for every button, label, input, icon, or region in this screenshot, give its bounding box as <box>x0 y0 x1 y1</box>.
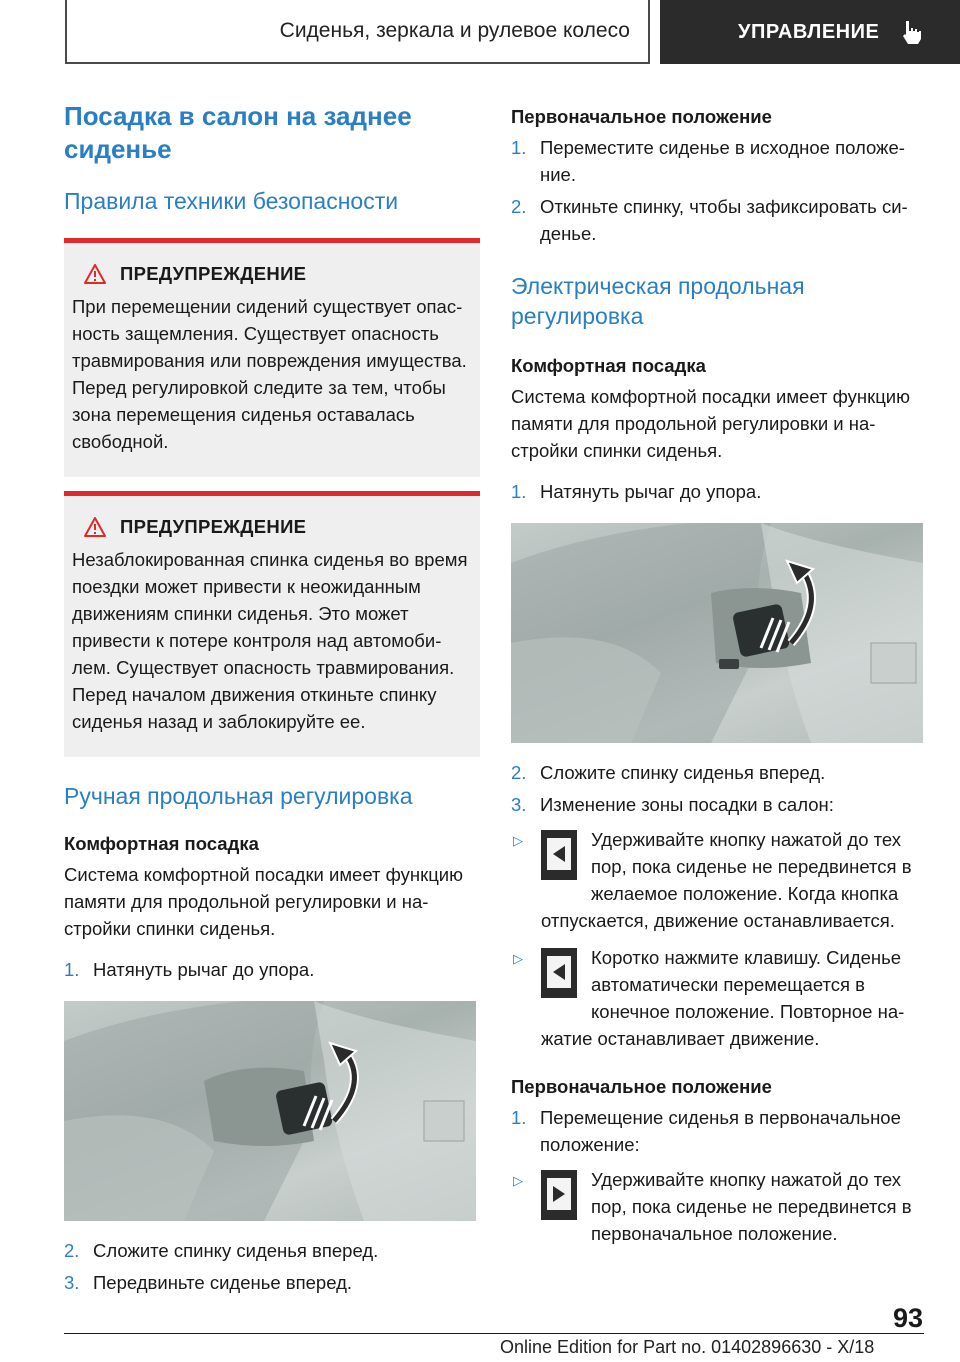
step-item <box>64 1237 480 1264</box>
step-number: 1. <box>511 137 527 158</box>
step-item <box>64 956 480 983</box>
step-number: 2. <box>64 1240 80 1261</box>
right-column <box>511 104 923 1247</box>
comfort-heading: Комфортная посадка <box>64 833 259 854</box>
initial-position-heading: Первоначальное положение <box>511 1076 772 1097</box>
step-number: 2. <box>511 762 527 783</box>
warning-triangle-icon <box>84 517 106 537</box>
step-item <box>511 478 923 505</box>
warning-title: ПРЕДУПРЕЖДЕНИЕ <box>120 516 307 537</box>
step-text: Натянуть рычаг до упора. <box>540 481 762 502</box>
step-text: Переместите сиденье в исходное положение. <box>540 137 905 185</box>
manual-adjust-heading: Ручная продольная регулировка <box>64 783 413 809</box>
initial-position-heading: Первоначальное положение <box>511 106 772 127</box>
rewind-button-icon <box>541 948 577 998</box>
warning-text: При перемещении сидений существует опасность защемления. Существует опасность травмирования или повреждения имущества. Перед регулировкой следите за тем, чтобы зона перемещения сиденья оставалась свободной. <box>72 296 467 452</box>
triangle-bullet-icon: ▷ <box>513 951 523 966</box>
seat-lever-photo <box>64 1001 476 1221</box>
header-section-title: Сиденья, зеркала и рулевое колесо <box>279 19 630 42</box>
step-text: Сложите спинку сиденья вперед. <box>93 1240 379 1261</box>
page-number: 93 <box>893 1303 924 1333</box>
left-column <box>64 100 480 1296</box>
safety-heading: Правила техники безопасности <box>64 188 399 214</box>
step-number: 3. <box>64 1272 80 1293</box>
step-number: 1. <box>64 959 80 980</box>
header-chapter-box <box>660 0 960 64</box>
comfort-heading: Комфортная посадка <box>511 355 706 376</box>
step-item <box>511 759 923 786</box>
warning-title: ПРЕДУПРЕЖДЕНИЕ <box>120 263 307 284</box>
warning-title-row <box>72 263 472 285</box>
triangle-bullet-icon: ▷ <box>513 1173 523 1188</box>
triangle-bullet-icon: ▷ <box>513 833 523 848</box>
warning-title-row <box>72 516 472 538</box>
header-section-box <box>65 0 650 64</box>
step-number: 3. <box>511 794 527 815</box>
hand-pointer-icon <box>901 19 923 45</box>
bullet-text: Удерживайте кнопку нажатой до тех пор, пока сиденье не передвинется в желаемое положение. Когда кнопка отпускается, движение останавливается. <box>541 829 912 931</box>
bullet-item <box>511 826 923 934</box>
footer-divider <box>64 1333 924 1334</box>
footer-edition: Online Edition for Part no. 01402896630 - X/18 <box>500 1337 875 1357</box>
step-number: 1. <box>511 1107 527 1128</box>
step-text: Передвиньте сиденье вперед. <box>93 1272 353 1293</box>
step-text: Откиньте спинку, чтобы зафиксировать сиденье. <box>540 196 908 244</box>
bullet-text: Коротко нажмите клавишу. Сиденье автоматически перемещается в конечное положение. Повторное нажатие останавливает движение. <box>541 947 905 1049</box>
section-title: Посадка в салон на заднее сиденье <box>64 101 412 164</box>
step-text: Перемещение сиденья в первоначальное положение: <box>540 1107 901 1155</box>
comfort-text: Система комфортной посадки имеет функцию памяти для продольной регулировки и настройки спинки сиденья. <box>64 864 464 939</box>
warning-box-1 <box>64 238 480 477</box>
step-text: Изменение зоны посадки в салон: <box>540 794 834 815</box>
bullet-item <box>511 944 923 1052</box>
bullet-item <box>511 1166 923 1247</box>
header-chapter-title: УПРАВЛЕНИЕ <box>738 20 880 43</box>
rewind-button-icon <box>541 830 577 880</box>
warning-triangle-icon <box>84 264 106 284</box>
step-item <box>511 791 923 818</box>
seat-lever-photo <box>511 523 923 743</box>
warning-box-2 <box>64 491 480 757</box>
warning-text: Незаблокированная спинка сиденья во время поездки может привести к неожиданным движениям спинки сиденья. Это может привести к потере контроля над автомобилем. Существует опасность травмирования. Перед началом движения откиньте спинку сиденья назад и заблокируйте ее. <box>72 549 468 732</box>
bullet-text: Удерживайте кнопку нажатой до тех пор, пока сиденье не передвинется в первоначальное положение. <box>591 1169 912 1244</box>
step-item <box>64 1269 480 1296</box>
forward-button-icon <box>541 1170 577 1220</box>
step-text: Натянуть рычаг до упора. <box>93 959 315 980</box>
step-number: 2. <box>511 196 527 217</box>
step-text: Сложите спинку сиденья вперед. <box>540 762 826 783</box>
step-item <box>511 134 923 188</box>
step-item <box>511 1104 923 1158</box>
step-item <box>511 193 923 247</box>
electric-adjust-heading: Электрическая продольная регулировка <box>511 273 805 329</box>
comfort-text: Система комфортной посадки имеет функцию памяти для продольной регулировки и настройки спинки сиденья. <box>511 386 911 461</box>
step-number: 1. <box>511 481 527 502</box>
